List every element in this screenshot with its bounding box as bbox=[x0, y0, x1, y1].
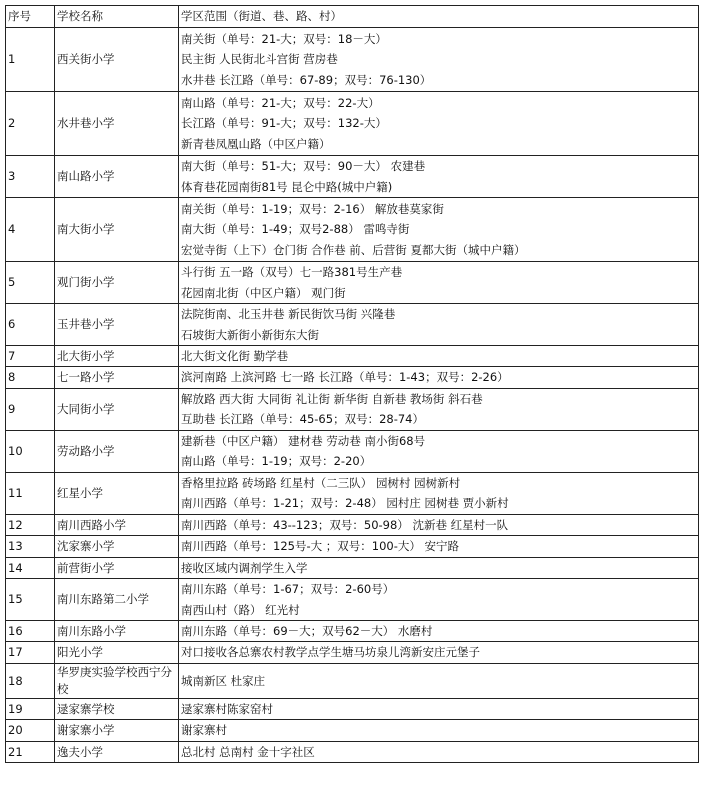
row-number: 15 bbox=[6, 579, 55, 621]
scope-line: 石坡街大新街小新街东大街 bbox=[181, 327, 319, 342]
table-row bbox=[6, 663, 699, 698]
district-scope bbox=[179, 304, 699, 346]
scope-line: 总北村 总南村 金十字社区 bbox=[181, 744, 315, 759]
scope-line: 民主街 人民街北斗宫街 营房巷 bbox=[181, 52, 338, 67]
school-district-table bbox=[5, 5, 699, 763]
district-scope bbox=[179, 557, 699, 578]
district-scope bbox=[179, 198, 699, 262]
scope-line: 南大街（单号：1-49；双号2-88） 雷鸣寺街 bbox=[181, 222, 410, 237]
scope-line: 南山路（单号：21-大；双号：22-大） bbox=[181, 95, 380, 110]
district-scope bbox=[179, 514, 699, 535]
scope-line: 体育巷花园南街81号 昆仑中路(城中户籍) bbox=[181, 179, 393, 194]
table-row bbox=[6, 514, 699, 535]
school-name: 玉井巷小学 bbox=[55, 304, 179, 346]
scope-line: 互助巷 长江路（单号：45-65；双号：28-74） bbox=[181, 412, 424, 427]
scope-line: 南川西路（单号：43--123；双号：50-98） 沈新巷 红星村一队 bbox=[181, 517, 509, 532]
table-row bbox=[6, 430, 699, 472]
scope-line: 斗行街 五一路（双号）七一路381号生产巷 bbox=[181, 265, 403, 280]
school-name: 北大街小学 bbox=[55, 346, 179, 367]
table-row bbox=[6, 698, 699, 719]
scope-line: 宏觉寺街（上下）仓门街 合作巷 前、后营街 夏都大街（城中户籍） bbox=[181, 242, 526, 257]
district-scope bbox=[179, 741, 699, 762]
district-scope bbox=[179, 156, 699, 198]
scope-line: 香格里拉路 砖场路 红星村（二三队） 园树村 园树新村 bbox=[181, 475, 461, 490]
table-row bbox=[6, 198, 699, 262]
school-name: 南川东路第二小学 bbox=[55, 579, 179, 621]
row-number: 21 bbox=[6, 741, 55, 762]
table-row bbox=[6, 621, 699, 642]
scope-line: 南关街（单号：1-19；双号：2-16） 解放巷莫家街 bbox=[181, 201, 444, 216]
scope-line: 北大街文化街 勤学巷 bbox=[181, 349, 289, 363]
scope-line: 滨河南路 上滨河路 七一路 长江路（单号：1-43；双号：2-26） bbox=[181, 370, 509, 385]
table-row bbox=[6, 557, 699, 578]
scope-line: 新青巷凤凰山路（中区户籍） bbox=[181, 136, 331, 151]
row-number: 13 bbox=[6, 536, 55, 557]
school-name: 逯家寨学校 bbox=[55, 698, 179, 719]
school-name: 谢家寨小学 bbox=[55, 720, 179, 741]
district-scope bbox=[179, 367, 699, 388]
scope-line: 城南新区 杜家庄 bbox=[181, 673, 266, 688]
scope-line: 对口接收各总寨农村教学点学生塘马坊泉儿湾新安庄元堡子 bbox=[181, 645, 480, 660]
scope-line: 南川东路（单号：1-67；双号：2-60号） bbox=[181, 582, 395, 597]
school-name: 南川西路小学 bbox=[55, 514, 179, 535]
row-number: 17 bbox=[6, 642, 55, 663]
scope-line: 南关街（单号：21-大；双号：18－大） bbox=[181, 31, 387, 46]
district-scope bbox=[179, 642, 699, 663]
district-scope bbox=[179, 663, 699, 698]
district-scope bbox=[179, 698, 699, 719]
scope-line: 南西山村（路） 红光村 bbox=[181, 602, 300, 617]
table-row bbox=[6, 367, 699, 388]
scope-line: 谢家寨村 bbox=[181, 723, 227, 738]
table-row bbox=[6, 304, 699, 346]
school-name: 阳光小学 bbox=[55, 642, 179, 663]
school-name: 沈家寨小学 bbox=[55, 536, 179, 557]
row-number: 1 bbox=[6, 28, 55, 92]
row-number: 14 bbox=[6, 557, 55, 578]
scope-line: 水井巷 长江路（单号：67-89；双号：76-130） bbox=[181, 72, 432, 87]
table-row bbox=[6, 262, 699, 304]
scope-line: 建新巷（中区户籍） 建材巷 劳动巷 南小街68号 bbox=[181, 433, 426, 448]
header-no: 序号 bbox=[6, 6, 55, 28]
district-scope bbox=[179, 720, 699, 741]
district-scope bbox=[179, 262, 699, 304]
header-school: 学校名称 bbox=[55, 6, 179, 28]
scope-line: 解放路 西大街 大同街 礼让街 新华街 自新巷 教场街 斜石巷 bbox=[181, 391, 483, 406]
school-name: 西关街小学 bbox=[55, 28, 179, 92]
school-name: 南大街小学 bbox=[55, 198, 179, 262]
table-row bbox=[6, 472, 699, 514]
scope-line: 南川西路（单号：1-21；双号：2-48） 园村庄 园树巷 贾小新村 bbox=[181, 496, 509, 511]
school-name: 劳动路小学 bbox=[55, 430, 179, 472]
table-row bbox=[6, 156, 699, 198]
scope-line: 南川东路（单号：69－大；双号62－大） 水磨村 bbox=[181, 624, 433, 639]
scope-line: 接收区域内调剂学生入学 bbox=[181, 560, 308, 575]
table-row bbox=[6, 579, 699, 621]
table-row bbox=[6, 720, 699, 741]
table-row bbox=[6, 92, 699, 156]
header-row bbox=[6, 6, 699, 28]
school-name: 水井巷小学 bbox=[55, 92, 179, 156]
school-name: 逸夫小学 bbox=[55, 741, 179, 762]
scope-line: 逯家寨村陈家窑村 bbox=[181, 701, 273, 716]
school-name: 华罗庚实验学校西宁分校 bbox=[55, 663, 179, 698]
school-name: 南川东路小学 bbox=[55, 621, 179, 642]
row-number: 6 bbox=[6, 304, 55, 346]
row-number: 3 bbox=[6, 156, 55, 198]
school-name: 前营街小学 bbox=[55, 557, 179, 578]
row-number: 12 bbox=[6, 514, 55, 535]
school-name: 七一路小学 bbox=[55, 367, 179, 388]
row-number: 9 bbox=[6, 388, 55, 430]
district-scope bbox=[179, 346, 699, 367]
table-row bbox=[6, 642, 699, 663]
row-number: 4 bbox=[6, 198, 55, 262]
header-scope: 学区范围（街道、巷、路、村） bbox=[179, 6, 699, 28]
table-row bbox=[6, 388, 699, 430]
district-scope bbox=[179, 388, 699, 430]
district-scope bbox=[179, 430, 699, 472]
table-row bbox=[6, 741, 699, 762]
district-scope bbox=[179, 472, 699, 514]
table-row bbox=[6, 28, 699, 92]
row-number: 7 bbox=[6, 346, 55, 367]
school-name: 南山路小学 bbox=[55, 156, 179, 198]
row-number: 11 bbox=[6, 472, 55, 514]
scope-line: 长江路（单号：91-大；双号：132-大） bbox=[181, 116, 387, 131]
district-scope bbox=[179, 579, 699, 621]
row-number: 20 bbox=[6, 720, 55, 741]
row-number: 19 bbox=[6, 698, 55, 719]
row-number: 5 bbox=[6, 262, 55, 304]
table-row bbox=[6, 346, 699, 367]
school-name: 大同街小学 bbox=[55, 388, 179, 430]
row-number: 16 bbox=[6, 621, 55, 642]
district-scope bbox=[179, 92, 699, 156]
row-number: 8 bbox=[6, 367, 55, 388]
row-number: 10 bbox=[6, 430, 55, 472]
table-body bbox=[6, 28, 699, 763]
scope-line: 南大街（单号：51-大；双号：90－大） 农建巷 bbox=[181, 159, 426, 174]
table-row bbox=[6, 536, 699, 557]
district-scope bbox=[179, 621, 699, 642]
district-scope bbox=[179, 536, 699, 557]
scope-line: 花园南北街（中区户籍） 观门街 bbox=[181, 285, 346, 300]
district-scope bbox=[179, 28, 699, 92]
scope-line: 法院街南、北玉井巷 新民街饮马街 兴隆巷 bbox=[181, 307, 396, 322]
row-number: 2 bbox=[6, 92, 55, 156]
school-name: 观门街小学 bbox=[55, 262, 179, 304]
row-number: 18 bbox=[6, 663, 55, 698]
school-name: 红星小学 bbox=[55, 472, 179, 514]
scope-line: 南川西路（单号：125号-大 ；双号：100-大） 安宁路 bbox=[181, 539, 460, 554]
scope-line: 南山路（单号：1-19；双号：2-20） bbox=[181, 454, 372, 469]
